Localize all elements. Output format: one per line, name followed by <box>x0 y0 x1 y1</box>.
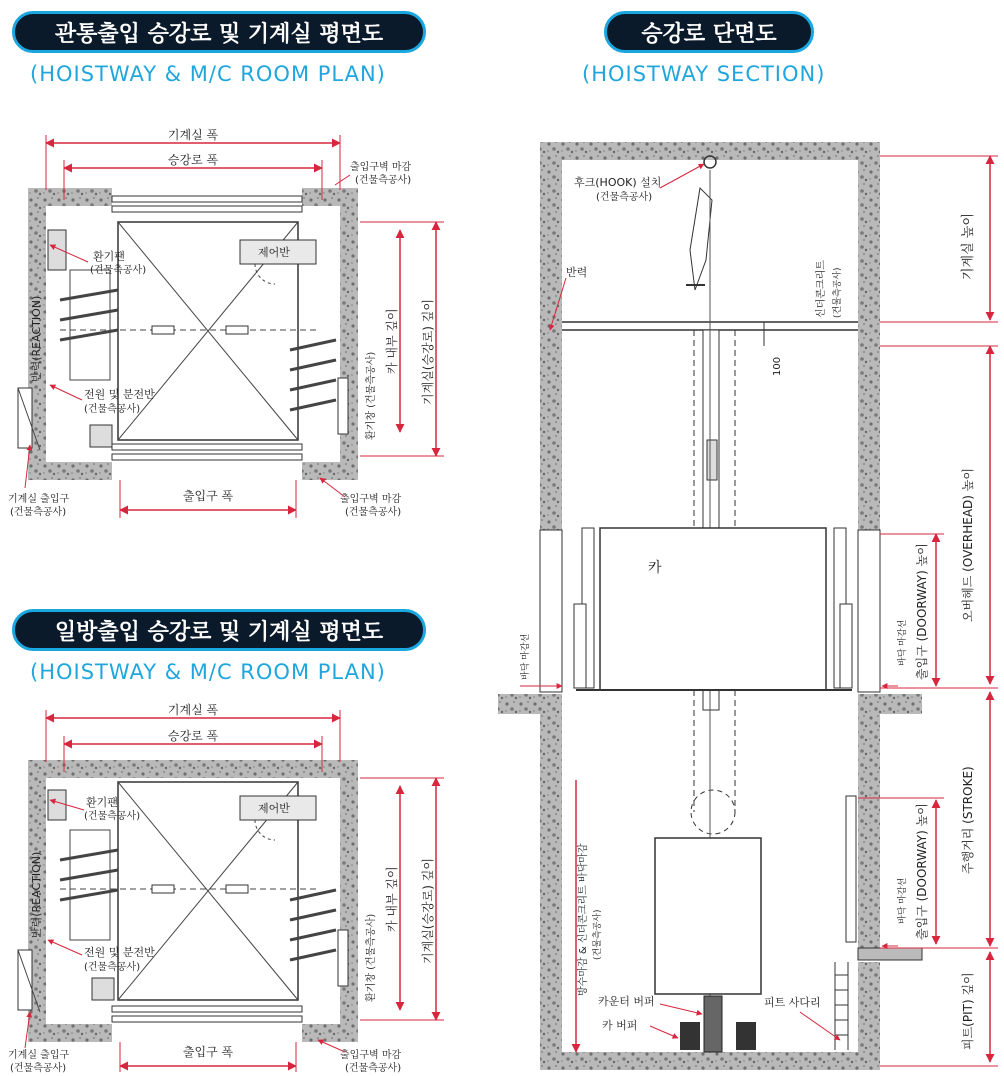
plan1-mc-width-label: 기계실 폭 <box>167 128 219 142</box>
plan1-vent-fan-note: (건물측공사) <box>90 265 147 276</box>
plan1-power-panel-label: 전원 및 분전반 <box>84 388 155 401</box>
plan2-mc-width-label: 기계실 폭 <box>167 703 219 717</box>
plan2-power-panel-note: (건물측공사) <box>84 962 141 973</box>
section-roof-slab <box>540 142 880 160</box>
plan2-mc-depth-label: 기계실(승강로) 깊이 <box>421 858 435 964</box>
plan2-title: 일방출입 승강로 및 기계실 평면도 <box>12 609 426 651</box>
section-stroke-label: 주행거리 (STROKE) <box>961 766 975 874</box>
section-doorway-bottom-label: 출입구 (DOORWAY) 높이 <box>915 803 929 940</box>
section-title: 승강로 단면도 <box>604 11 814 53</box>
section-slab-label: 신더콘크리트 <box>816 260 827 318</box>
section-pit-depth-label: 피트(PIT) 깊이 <box>961 972 975 1050</box>
plan2-door-width-label: 출입구 폭 <box>182 1045 234 1059</box>
plan1-reaction-label: 반력(REACTION) <box>30 295 43 382</box>
plan1-power-panel-note: (건물측공사) <box>84 404 141 415</box>
section-car-buffer-label: 카 버퍼 <box>602 1019 638 1032</box>
section-counterweight <box>655 838 761 994</box>
section-pit-floor <box>540 1052 880 1070</box>
plan1-title: 관통출입 승강로 및 기계실 평면도 <box>12 11 426 53</box>
plan2-mc-entrance-note: (건물측공사) <box>10 1063 67 1074</box>
plan2-power-panel-label: 전원 및 분전반 <box>84 946 155 959</box>
section-left-wall-lower <box>540 712 562 1068</box>
section-waterproof-label: 방수마감 & 신더콘크리트 바닥마감 <box>578 843 589 996</box>
section-hook-note: (건물측공사) <box>596 192 653 203</box>
section-right-wall-lower <box>858 712 880 948</box>
section-floor-line-bottom: 바닥 마감선 <box>898 877 908 924</box>
plan2-by-building-label: (건물측공사) <box>345 1063 402 1074</box>
plan1-drawing <box>18 135 444 518</box>
plan2-control-panel-label: 제어반 <box>258 802 290 815</box>
section-car-label: 카 <box>648 560 662 576</box>
plan2-vent-fan-label: 환기팬 <box>86 796 118 809</box>
plan1-by-building2-label: (건물측공사) <box>345 507 402 518</box>
section-mc-height-label: 기계실 높이 <box>961 213 976 280</box>
section-doorway-top-label: 출입구 (DOORWAY) 높이 <box>915 543 929 680</box>
section-left-wall-upper <box>540 142 562 530</box>
plan2-hw-width-label: 승강로 폭 <box>167 729 219 743</box>
plan1-hw-width-label: 승강로 폭 <box>167 153 219 167</box>
plan2-drawing <box>18 710 444 1072</box>
plan1-entrance-wall-finish-label: 출입구벽 마감 <box>350 162 412 173</box>
section-overhead-label: 오버헤드 (OVERHEAD) 높이 <box>961 468 975 622</box>
section-pit-ladder-label: 피트 사다리 <box>764 996 821 1009</box>
plan1-car-depth-label: 카 내부 깊이 <box>385 308 399 374</box>
plan1-subtitle: (HOISTWAY & M/C ROOM PLAN) <box>30 62 386 86</box>
plan1-mc-entrance-note: (건물측공사) <box>10 507 67 518</box>
section-car <box>600 528 826 690</box>
plan2-vent-window-label: 환기창 (건물측공사) <box>366 913 377 1002</box>
plan1-by-building-label: (건물측공사) <box>355 175 412 186</box>
section-floor-line-top-right: 바닥 마감선 <box>898 619 908 666</box>
section-reaction-label: 반력 <box>566 266 588 279</box>
plan1-wall-right <box>340 188 358 480</box>
plan2-vent-fan-note: (건물측공사) <box>84 811 141 822</box>
section-counter-buffer-label: 카운터 버퍼 <box>598 995 655 1008</box>
plan2-car-depth-label: 카 내부 깊이 <box>385 866 399 932</box>
section-subtitle: (HOISTWAY SECTION) <box>582 62 826 86</box>
plan2-subtitle: (HOISTWAY & M/C ROOM PLAN) <box>30 660 386 684</box>
section-waterproof-note: (건물측공사) <box>593 909 603 960</box>
plan2-mc-entrance-label: 기계실 출입구 <box>8 1050 70 1061</box>
plan1-vent-fan-label: 환기팬 <box>93 250 125 263</box>
section-floor-line-top-left: 바닥 마감선 <box>521 633 531 680</box>
plan1-mc-entrance-label: 기계실 출입구 <box>8 494 70 505</box>
plan1-mc-depth-label: 기계실(승강로) 깊이 <box>421 299 435 405</box>
plan1-vent-window-label: 환기창 (건물측공사) <box>366 351 377 440</box>
plan1-entrance-wall-finish2-label: 출입구벽 마감 <box>340 494 402 505</box>
plan2-reaction-label: 반력(REACTION) <box>30 851 43 938</box>
section-slab-note: (건물측공사) <box>833 267 843 318</box>
section-dim-100: 100 <box>772 356 783 376</box>
section-hook-label: 후크(HOOK) 설치 <box>574 176 662 189</box>
plan1-door-width-label: 출입구 폭 <box>182 489 234 503</box>
section-right-wall-upper <box>858 142 880 530</box>
plan1-control-panel-label: 제어반 <box>258 246 290 259</box>
plan2-entrance-wall-finish-label: 출입구벽 마감 <box>340 1050 402 1061</box>
